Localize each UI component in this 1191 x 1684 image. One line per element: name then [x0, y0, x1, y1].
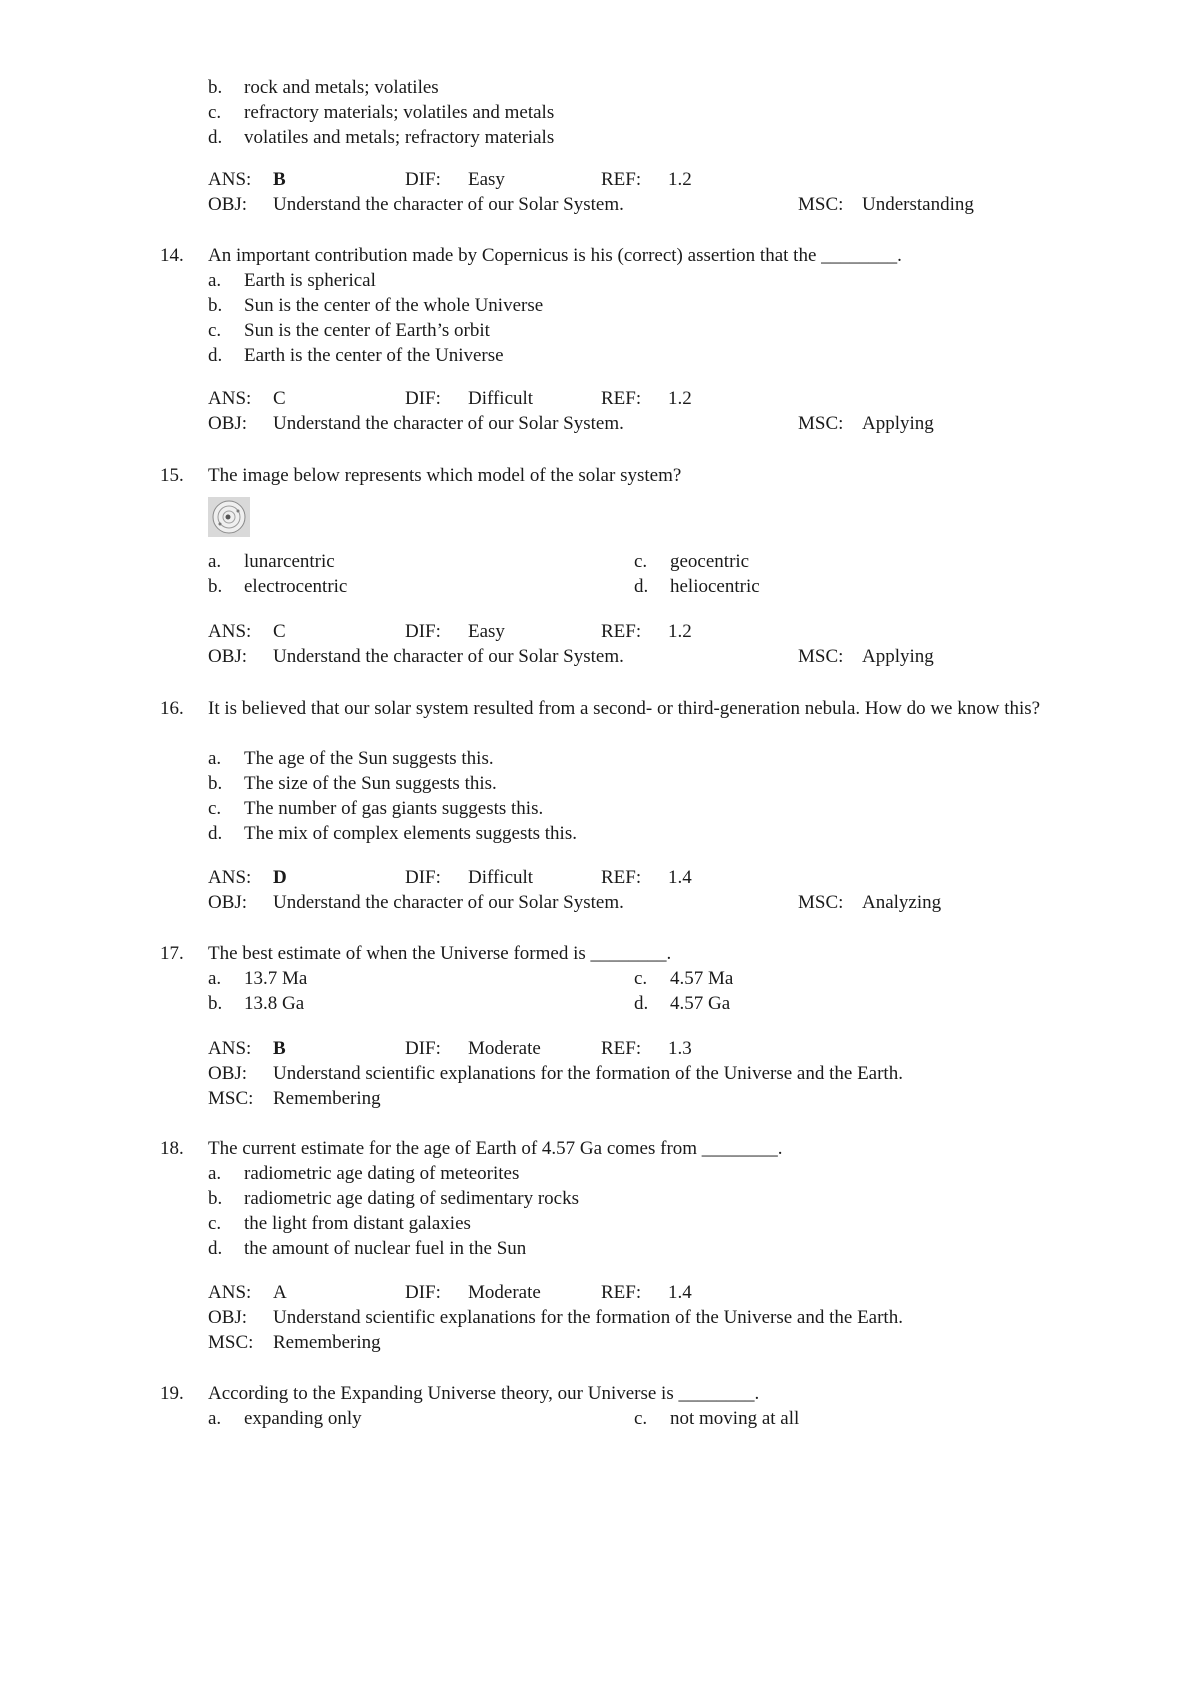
msc-value: Analyzing: [862, 892, 942, 913]
dif-value: Moderate: [468, 1282, 541, 1303]
option-text: The number of gas giants suggests this.: [244, 798, 544, 819]
question-number: 15.: [160, 465, 184, 486]
option-c: [208, 100, 554, 125]
option-b: [208, 574, 347, 599]
ans-value: C: [273, 388, 286, 409]
option-text: 13.8 Ga: [244, 993, 305, 1014]
obj-value: Understand the character of our Solar System.: [273, 892, 624, 913]
option-text: volatiles and metals; refractory materials: [244, 127, 555, 148]
obj-label: OBJ:: [208, 194, 248, 215]
option-b: [208, 293, 543, 318]
option-letter: d.: [634, 576, 649, 597]
option-text: heliocentric: [670, 576, 760, 597]
option-a: [208, 268, 543, 293]
msc-value: Remembering: [273, 1332, 381, 1353]
ref-label: REF:: [601, 867, 642, 888]
question-number: 18.: [160, 1138, 184, 1159]
option-text: The age of the Sun suggests this.: [244, 748, 494, 769]
option-letter: d.: [208, 823, 223, 844]
ans-label: ANS:: [208, 1282, 252, 1303]
option-letter: c.: [208, 1213, 222, 1234]
ans-value: B: [273, 169, 286, 190]
ans-value: D: [273, 867, 287, 888]
question-14: [160, 243, 1088, 268]
option-b: [208, 75, 554, 100]
option-letter: a.: [208, 968, 222, 989]
option-text: electrocentric: [244, 576, 348, 597]
q17-options: [208, 966, 908, 1016]
ans-value: B: [273, 1038, 286, 1059]
obj-label: OBJ:: [208, 892, 248, 913]
obj-label: OBJ:: [208, 1063, 248, 1084]
question-16: [160, 696, 1088, 721]
option-a: [208, 549, 335, 574]
option-text: Sun is the center of the whole Universe: [244, 295, 544, 316]
obj-label: OBJ:: [208, 646, 248, 667]
ref-label: REF:: [601, 621, 642, 642]
q16-meta: [208, 865, 1108, 915]
option-letter: c.: [208, 320, 222, 341]
option-a: [208, 746, 577, 771]
q18-options: [208, 1161, 579, 1261]
option-text: Earth is spherical: [244, 270, 376, 291]
option-d: [634, 991, 730, 1016]
ref-value: 1.2: [668, 388, 692, 409]
dif-value: Difficult: [468, 867, 534, 888]
option-text: expanding only: [244, 1408, 362, 1429]
msc-label: MSC:: [798, 194, 844, 215]
question-number: 16.: [160, 698, 184, 719]
option-text: refractory materials; volatiles and metals: [244, 102, 555, 123]
dif-label: DIF:: [405, 1038, 441, 1059]
option-c: [634, 549, 749, 574]
ref-label: REF:: [601, 1282, 642, 1303]
option-letter: b.: [208, 993, 223, 1014]
ans-value: A: [273, 1282, 287, 1303]
option-text: geocentric: [670, 551, 750, 572]
q13-options: [208, 75, 554, 150]
msc-value: Understanding: [862, 194, 974, 215]
option-letter: d.: [634, 993, 649, 1014]
obj-label: OBJ:: [208, 413, 248, 434]
option-text: Sun is the center of Earth’s orbit: [244, 320, 490, 341]
ans-value: C: [273, 621, 286, 642]
option-c: [208, 318, 543, 343]
option-d: [208, 125, 554, 150]
question-18: [160, 1136, 1088, 1161]
q15-meta: [208, 619, 1108, 669]
obj-value: Understand scientific explanations for the formation of the Universe and the Earth.: [273, 1307, 903, 1328]
dif-value: Difficult: [468, 388, 534, 409]
option-letter: b.: [208, 773, 223, 794]
q14-options: [208, 268, 543, 368]
option-text: rock and metals; volatiles: [244, 77, 439, 98]
ref-label: REF:: [601, 1038, 642, 1059]
option-d: [208, 821, 577, 846]
option-a: [208, 1161, 579, 1186]
option-c: [208, 796, 577, 821]
dif-label: DIF:: [405, 1282, 441, 1303]
option-d: [634, 574, 760, 599]
q19-options: [208, 1406, 908, 1431]
question-text: It is believed that our solar system resulted from a second- or third-generation nebula. How do we know this?: [208, 698, 1041, 719]
option-letter: c.: [634, 968, 648, 989]
option-c: [208, 1211, 579, 1236]
q16-options: [208, 746, 577, 846]
ans-label: ANS:: [208, 388, 252, 409]
option-letter: d.: [208, 345, 223, 366]
ans-label: ANS:: [208, 169, 252, 190]
dif-label: DIF:: [405, 388, 441, 409]
option-c: [634, 1406, 799, 1431]
dif-label: DIF:: [405, 867, 441, 888]
option-b: [208, 1186, 579, 1211]
option-text: the light from distant galaxies: [244, 1213, 471, 1234]
option-c: [634, 966, 733, 991]
option-letter: a.: [208, 748, 222, 769]
option-letter: c.: [208, 102, 222, 123]
question-text: The best estimate of when the Universe formed is ________.: [208, 943, 672, 964]
q13-meta: [208, 167, 1108, 217]
question-19: [160, 1381, 1088, 1406]
option-text: Earth is the center of the Universe: [244, 345, 504, 366]
dif-value: Easy: [468, 621, 505, 642]
msc-value: Applying: [862, 646, 934, 667]
option-b: [208, 771, 577, 796]
q15-options: [208, 549, 908, 599]
option-text: 4.57 Ma: [670, 968, 734, 989]
msc-label: MSC:: [798, 646, 844, 667]
option-letter: c.: [634, 1408, 648, 1429]
option-letter: b.: [208, 1188, 223, 1209]
msc-label: MSC:: [798, 892, 844, 913]
option-letter: a.: [208, 1408, 222, 1429]
ref-value: 1.3: [668, 1038, 692, 1059]
obj-value: Understand the character of our Solar System.: [273, 646, 624, 667]
ans-label: ANS:: [208, 621, 252, 642]
obj-value: Understand the character of our Solar System.: [273, 194, 624, 215]
q17-meta: [208, 1036, 1108, 1111]
ref-value: 1.4: [668, 867, 692, 888]
solar-system-model-image: [208, 497, 250, 537]
option-text: not moving at all: [670, 1408, 800, 1429]
option-text: The size of the Sun suggests this.: [244, 773, 497, 794]
option-b: [208, 991, 304, 1016]
option-text: the amount of nuclear fuel in the Sun: [244, 1238, 527, 1259]
option-d: [208, 1236, 579, 1261]
ans-label: ANS:: [208, 867, 252, 888]
msc-label: MSC:: [798, 413, 844, 434]
obj-label: OBJ:: [208, 1307, 248, 1328]
ans-label: ANS:: [208, 1038, 252, 1059]
question-number: 17.: [160, 943, 184, 964]
option-text: The mix of complex elements suggests this.: [244, 823, 577, 844]
option-letter: b.: [208, 295, 223, 316]
dif-label: DIF:: [405, 621, 441, 642]
option-letter: d.: [208, 1238, 223, 1259]
option-d: [208, 343, 543, 368]
msc-value: Applying: [862, 413, 934, 434]
ref-value: 1.2: [668, 621, 692, 642]
option-text: radiometric age dating of sedimentary rocks: [244, 1188, 580, 1209]
ref-value: 1.4: [668, 1282, 692, 1303]
question-number: 19.: [160, 1383, 184, 1404]
question-text: According to the Expanding Universe theory, our Universe is ________.: [208, 1383, 760, 1404]
option-letter: d.: [208, 127, 223, 148]
option-letter: b.: [208, 77, 223, 98]
question-text: The image below represents which model of the solar system?: [208, 465, 682, 486]
dif-value: Moderate: [468, 1038, 541, 1059]
dif-value: Easy: [468, 169, 505, 190]
q18-meta: [208, 1280, 1108, 1355]
obj-value: Understand the character of our Solar System.: [273, 413, 624, 434]
q14-meta: [208, 386, 1108, 436]
option-letter: a.: [208, 270, 222, 291]
question-number: 14.: [160, 245, 184, 266]
question-text: The current estimate for the age of Earth of 4.57 Ga comes from ________.: [208, 1138, 783, 1159]
option-a: [208, 966, 307, 991]
obj-value: Understand scientific explanations for the formation of the Universe and the Earth.: [273, 1063, 903, 1084]
option-letter: c.: [634, 551, 648, 572]
ref-label: REF:: [601, 388, 642, 409]
option-text: lunarcentric: [244, 551, 335, 572]
question-15: [160, 463, 1088, 488]
option-text: 13.7 Ma: [244, 968, 308, 989]
option-letter: a.: [208, 551, 222, 572]
question-17: [160, 941, 1088, 966]
dif-label: DIF:: [405, 169, 441, 190]
question-text: An important contribution made by Copernicus is his (correct) assertion that the ________.: [208, 245, 902, 266]
option-text: 4.57 Ga: [670, 993, 731, 1014]
ref-label: REF:: [601, 169, 642, 190]
msc-label: MSC:: [208, 1332, 254, 1353]
msc-label: MSC:: [208, 1088, 254, 1109]
option-letter: c.: [208, 798, 222, 819]
option-a: [208, 1406, 362, 1431]
option-letter: b.: [208, 576, 223, 597]
ref-value: 1.2: [668, 169, 692, 190]
option-text: radiometric age dating of meteorites: [244, 1163, 520, 1184]
option-letter: a.: [208, 1163, 222, 1184]
msc-value: Remembering: [273, 1088, 381, 1109]
